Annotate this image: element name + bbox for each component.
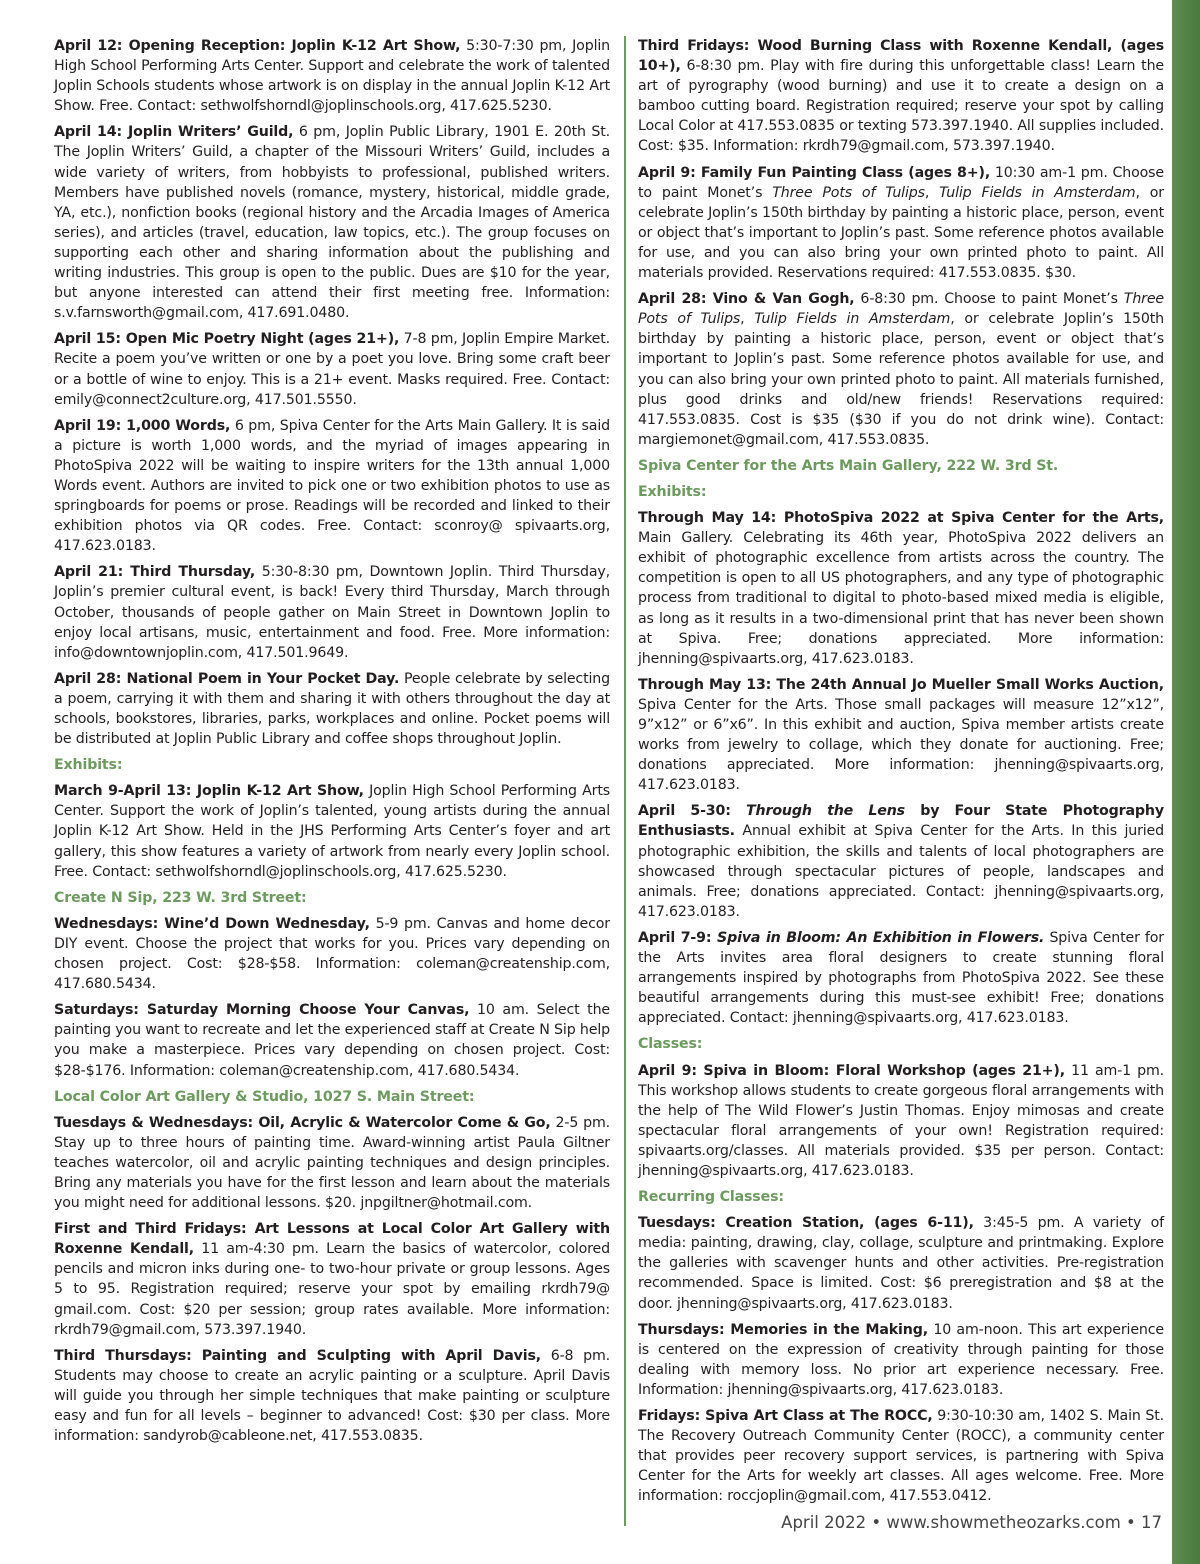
event-entry [638, 289, 1164, 450]
event-details: , [740, 311, 755, 328]
event-title: Wednesdays: Wine’d Down Wednesday, [54, 915, 370, 932]
event-title: Third Thursdays: Painting and Sculpting with April Davis, [54, 1347, 542, 1364]
event-entry [54, 1113, 610, 1213]
event-entry [638, 1061, 1164, 1182]
event-entry [54, 914, 610, 994]
event-entry [54, 669, 610, 749]
event-details: 10 am-noon. This art experience is centered on the expression of creativity through painting for those dealing with memory loss. No prior art experience necessary. Free. Information: jhenning@spivaarts.org, 417.623.0183. [638, 1321, 1164, 1398]
event-title: April 15: Open Mic Poetry Night (ages 21+), [54, 331, 400, 348]
artwork-title: Tulip Fields in Amsterdam [754, 311, 951, 328]
event-title [638, 930, 1044, 946]
exhibit-title: Through the Lens [746, 803, 905, 820]
event-title: Fridays: Spiva Art Class at The ROCC, [638, 1408, 933, 1424]
event-details: 10 am. Select the painting you want to recreate and let the experienced staff at Create N Sip help you make a masterpiece. Prices vary depending on chosen project. Cost: $28-$176. Information: coleman@createnship.com, 417.680.5434. [54, 1002, 610, 1079]
event-details: , or celebrate Joplin’s 150th birthday by painting a historic place, person, event or object that’s important to Joplin’s past. Some reference photos available for use, and you can also bring your own printed photo to paint. All materials provided. Reservations required: 417.553.0835. $30. [638, 184, 1164, 282]
event-title: Thursdays: Memories in the Making, [638, 1321, 928, 1338]
event-entry [638, 801, 1164, 922]
event-details: 5:30-8:30 pm, Downtown Joplin. Third Thursday, Joplin’s premier cultural event, is back! Every third Thursday, March through October, thousands of people gather on Main Street in Downtown Joplin to enjoy local artisans, music, entertainment and food. Free. More information: info@downtownjoplin.com, 417.501.9649. [54, 564, 610, 661]
event-title: April 9: Spiva in Bloom: Floral Workshop (ages 21+), [638, 1062, 1065, 1079]
artwork-title: Tulip Fields in Amsterdam [939, 184, 1136, 201]
event-entry [54, 1000, 610, 1080]
event-entry [638, 508, 1164, 669]
event-title: April 21: Third Thursday, [54, 564, 256, 581]
section-heading: Classes: [638, 1036, 703, 1053]
event-details: 6-8:30 pm. Choose to paint Monet’s [854, 291, 1124, 308]
event-details: 2-5 pm. Stay up to three hours of painting time. Award-winning artist Paula Giltner teaches watercolor, oil and acrylic painting techniques and design principles. Bring any materials you have for the first lesson and learn about the materials you might need for additional lessons. $20. jnpgiltner@hotmail.com. [54, 1114, 610, 1212]
event-details: 11 am-4:30 pm. Learn the basics of watercolor, colored pencils and micron inks during one- to two-hour private or group lessons. Ages 5 to 95. Registration required; reserve your spot by emailing rkrdh79@ gmail.com. Cost: $20 per session; group rates available. More information: rkrdh79@gmail.com, 573.397.1940. [54, 1241, 610, 1338]
event-details: 10:30 am-1 pm. Choose to paint Monet’s [638, 164, 1164, 201]
section-heading: Exhibits: [638, 483, 707, 500]
event-entry [638, 675, 1164, 796]
green-edge-stripe [1172, 0, 1200, 1564]
event-entry [54, 1346, 610, 1446]
event-entry [54, 122, 610, 323]
event-entry [638, 1406, 1164, 1506]
right-column [638, 36, 1164, 1512]
event-date: April 5-30: [638, 803, 747, 820]
artwork-title: Three Pots of Tulips [638, 291, 1164, 328]
section-heading: Local Color Art Gallery & Studio, 1027 S. Main Street: [54, 1088, 475, 1105]
event-details: 5-9 pm. Canvas and home decor DIY event. Choose the project that works for you. Prices vary depending on chosen project. Cost: $28-$58. Information: coleman@createnship.com, 417.680.5434. [54, 915, 610, 993]
event-details: 6 pm, Joplin Public Library, 1901 E. 20th St. The Joplin Writers’ Guild, a chapter of the Missouri Writers’ Guild, includes a wide variety of writers, from hobbyists to professional, published writers. Members have published novels (romance, mystery, historical, middle grade, YA, etc.), nonfiction books (regional history and the Arcadia Images of America series), and articles (travel, education, law topics, etc.). The group focuses on supporting each other and sharing information about the publishing and writing industries. This group is open to the public. Dues are $10 for the year, but anyone interested can attend their first meeting free. Information: s.v.farnsworth@gmail.com, 417.691.0480. [54, 124, 610, 322]
event-details: 5:30-7:30 pm, Joplin High School Performing Arts Center. Support and celebrate the work of talented Joplin Schools students whose artwork is on display in the annual Joplin K-12 Art Show. Free. Contact: sethwolfshorndl@joplinschools.org, 417.625.5230. [54, 38, 610, 115]
event-details: 9:30-10:30 am, 1402 S. Main St. The Recovery Outreach Community Center (ROCC), a community center that provides peer recovery support services, is partnering with Spiva Center for the Arts for weekly art classes. All ages welcome. Free. More information: roccjoplin@gmail.com, 417.553.0412. [638, 1408, 1164, 1505]
event-details: 6 pm, Spiva Center for the Arts Main Gallery. It is said a picture is worth 1,000 words, and the myriad of images appearing in PhotoSpiva 2022 will be waiting to inspire writers for the 13th annual 1,000 Words event. Authors are invited to pick one or two exhibition photos to use as springboards for poems or prose. Readings will be recorded and linked to their exhibition photos via QR codes. Free. Contact: sconroy@ spivaarts.org, 417.623.0183. [54, 417, 610, 555]
event-entry [54, 1219, 610, 1340]
event-title: April 12: Opening Reception: Joplin K-12 Art Show, [54, 38, 461, 54]
event-details: Spiva Center for the Arts invites area floral designers to create stunning floral arrangements inspired by photographs from PhotoSpiva 2022. See these beautiful arrangements during this must-see exhibit! Free; donations appreciated. Contact: jhenning@spivaarts.org, 417.623.0183. [638, 929, 1164, 1027]
event-entry [638, 1320, 1164, 1400]
exhibit-title: Spiva in Bloom: An Exhibition in Flowers. [717, 929, 1045, 946]
event-entry [638, 1213, 1164, 1313]
section-heading: Create N Sip, 223 W. 3rd Street: [54, 889, 307, 906]
event-entry [638, 36, 1164, 157]
event-title: April 14: Joplin Writers’ Guild, [54, 124, 294, 141]
event-details: Main Gallery. Celebrating its 46th year, PhotoSpiva 2022 delivers an exhibit of photographic excellence from artists across the country. The competition is open to all US photographers, and any type of photographic process from traditional to digital to photo-based mixed media is eligible, as long as it results in a two-dimensional print that has never been shown at Spiva. Free; donations appreciated. More information: jhenning@spivaarts.org, 417.623.0183. [638, 530, 1164, 667]
event-title: Tuesdays & Wednesdays: Oil, Acrylic & Watercolor Come & Go, [54, 1114, 551, 1131]
event-entry [54, 781, 610, 881]
event-details: 7-8 pm, Joplin Empire Market. Recite a poem you’ve written or one by a poet you love. Bring some craft beer or a bottle of wine to enjoy. This is a 21+ event. Masks required. Free. Contact: emily@connect2culture.org, 417.501.5550. [54, 331, 610, 408]
event-details: 6-8:30 pm. Play with fire during this unforgettable class! Learn the art of pyrography (wood burning) and use it to create a design on a bamboo cutting board. Registration required; reserve your spot by calling Local Color at 417.553.0835 or texting 573.397.1940. All supplies included. Cost: $35. Information: rkrdh79@gmail.com, 573.397.1940. [638, 58, 1164, 155]
event-title: April 28: National Poem in Your Pocket Day. [54, 670, 400, 687]
event-title: April 19: 1,000 Words, [54, 417, 231, 434]
event-title: Third Fridays: Wood Burning Class with Roxenne Kendall, (ages 10+), [638, 38, 1164, 75]
event-details: 11 am-1 pm. This workshop allows students to create gorgeous floral arrangements with the help of The Wild Flower’s Justin Thomas. Enjoy mimosas and create spectacular floral arrangements of your own! Registration required: spivaarts.org/classes. All materials provided. $35 per person. Contact: jhenning@spivaarts.org, 417.623.0183. [638, 1062, 1165, 1179]
event-details: Spiva Center for the Arts. Those small packages will measure 12”x12”, 9”x12” or 6”x6”. In this exhibit and auction, Spiva member artists create works from jewelry to collage, which they donate for auctioning. Free; donations appreciated. More information: jhenning@spivaarts.org, 417.623.0183. [638, 696, 1164, 794]
left-column [54, 36, 610, 1452]
event-details: 6-8 pm. Students may choose to create an acrylic painting or a sculpture. April Davis will guide you through her simple techniques that make painting or sculpture easy and fun for all levels – beginner to advanced! Cost: $30 per class. More information: sandyrob@cableone.net, 417.553.0835. [54, 1347, 610, 1445]
event-title: Through May 13: The 24th Annual Jo Mueller Small Works Auction, [638, 676, 1164, 693]
section-heading: Exhibits: [54, 757, 123, 774]
event-title-suffix: by Four State Photography Enthusiasts. [638, 803, 1164, 840]
event-title: First and Third Fridays: Art Lessons at Local Color Art Gallery with Roxenne Kendall, [54, 1221, 610, 1258]
event-details: , [924, 184, 940, 201]
event-title: April 28: Vino & Van Gogh, [638, 291, 855, 308]
event-title: Through May 14: PhotoSpiva 2022 at Spiva Center for the Arts, [638, 510, 1164, 527]
section-heading: Spiva Center for the Arts Main Gallery, 222 W. 3rd St. [638, 457, 1059, 474]
event-details: Joplin High School Performing Arts Center. Support the work of Joplin’s talented, young artists during the annual Joplin K-12 Art Show. Held in the JHS Performing Arts Center’s foyer and art gallery, this show features a variety of artwork from nearly every Joplin school. Free. Contact: sethwolfshorndl@joplinschools.org, 417.625.5230. [54, 783, 610, 880]
event-details: , or celebrate Joplin’s 150th birthday by painting a historic place, person, event or object that’s important to Joplin’s past. Some reference photos available for use, and you can also bring your own printed photo to paint. All materials furnished, plus good drinks and old/new friends! Reservations required: 417.553.0835. Cost is $35 ($30 if you do not drink wine). Contact: margiemonet@gmail.com, 417.553.0835. [638, 311, 1164, 448]
event-details: People celebrate by selecting a poem, carrying it with them and sharing it with others throughout the day at schools, bookstores, libraries, parks, workplaces and online. Pocket poems will be distributed at Joplin Public Library and coffee shops throughout Joplin. [54, 670, 610, 748]
event-entry [54, 562, 610, 662]
event-entry [54, 416, 610, 557]
event-date: April 7-9: [638, 929, 718, 946]
event-title: Saturdays: Saturday Morning Choose Your Canvas, [54, 1002, 470, 1019]
event-entry [54, 329, 610, 409]
event-entry [54, 36, 610, 116]
event-title: Tuesdays: Creation Station, (ages 6-11), [638, 1215, 974, 1232]
artwork-title: Three Pots of Tulips [772, 184, 925, 201]
event-title: April 9: Family Fun Painting Class (ages 8+), [638, 164, 991, 181]
page-footer: April 2022 • www.showmetheozarks.com • 17 [781, 1513, 1162, 1532]
event-entry [638, 163, 1164, 284]
event-entry [638, 928, 1164, 1028]
section-heading: Recurring Classes: [638, 1189, 784, 1206]
event-details: Annual exhibit at Spiva Center for the Arts. In this juried photographic exhibition, the skills and talents of local photographers are showcased through spectacular pictures of people, landscapes and animals. Free; donations appreciated. Contact: jhenning@spivaarts.org, 417.623.0183. [638, 823, 1164, 920]
event-details: 3:45-5 pm. A variety of media: painting, drawing, clay, collage, sculpture and printmaking. Explore the galleries with scavenger hunts and other activities. Pre-registration recommended. Space is limited. Cost: $6 preregistration and $8 at the door. jhenning@spivaarts.org, 417.623.0183. [638, 1215, 1164, 1312]
event-title: March 9-April 13: Joplin K-12 Art Show, [54, 783, 364, 800]
column-divider [624, 36, 626, 1526]
